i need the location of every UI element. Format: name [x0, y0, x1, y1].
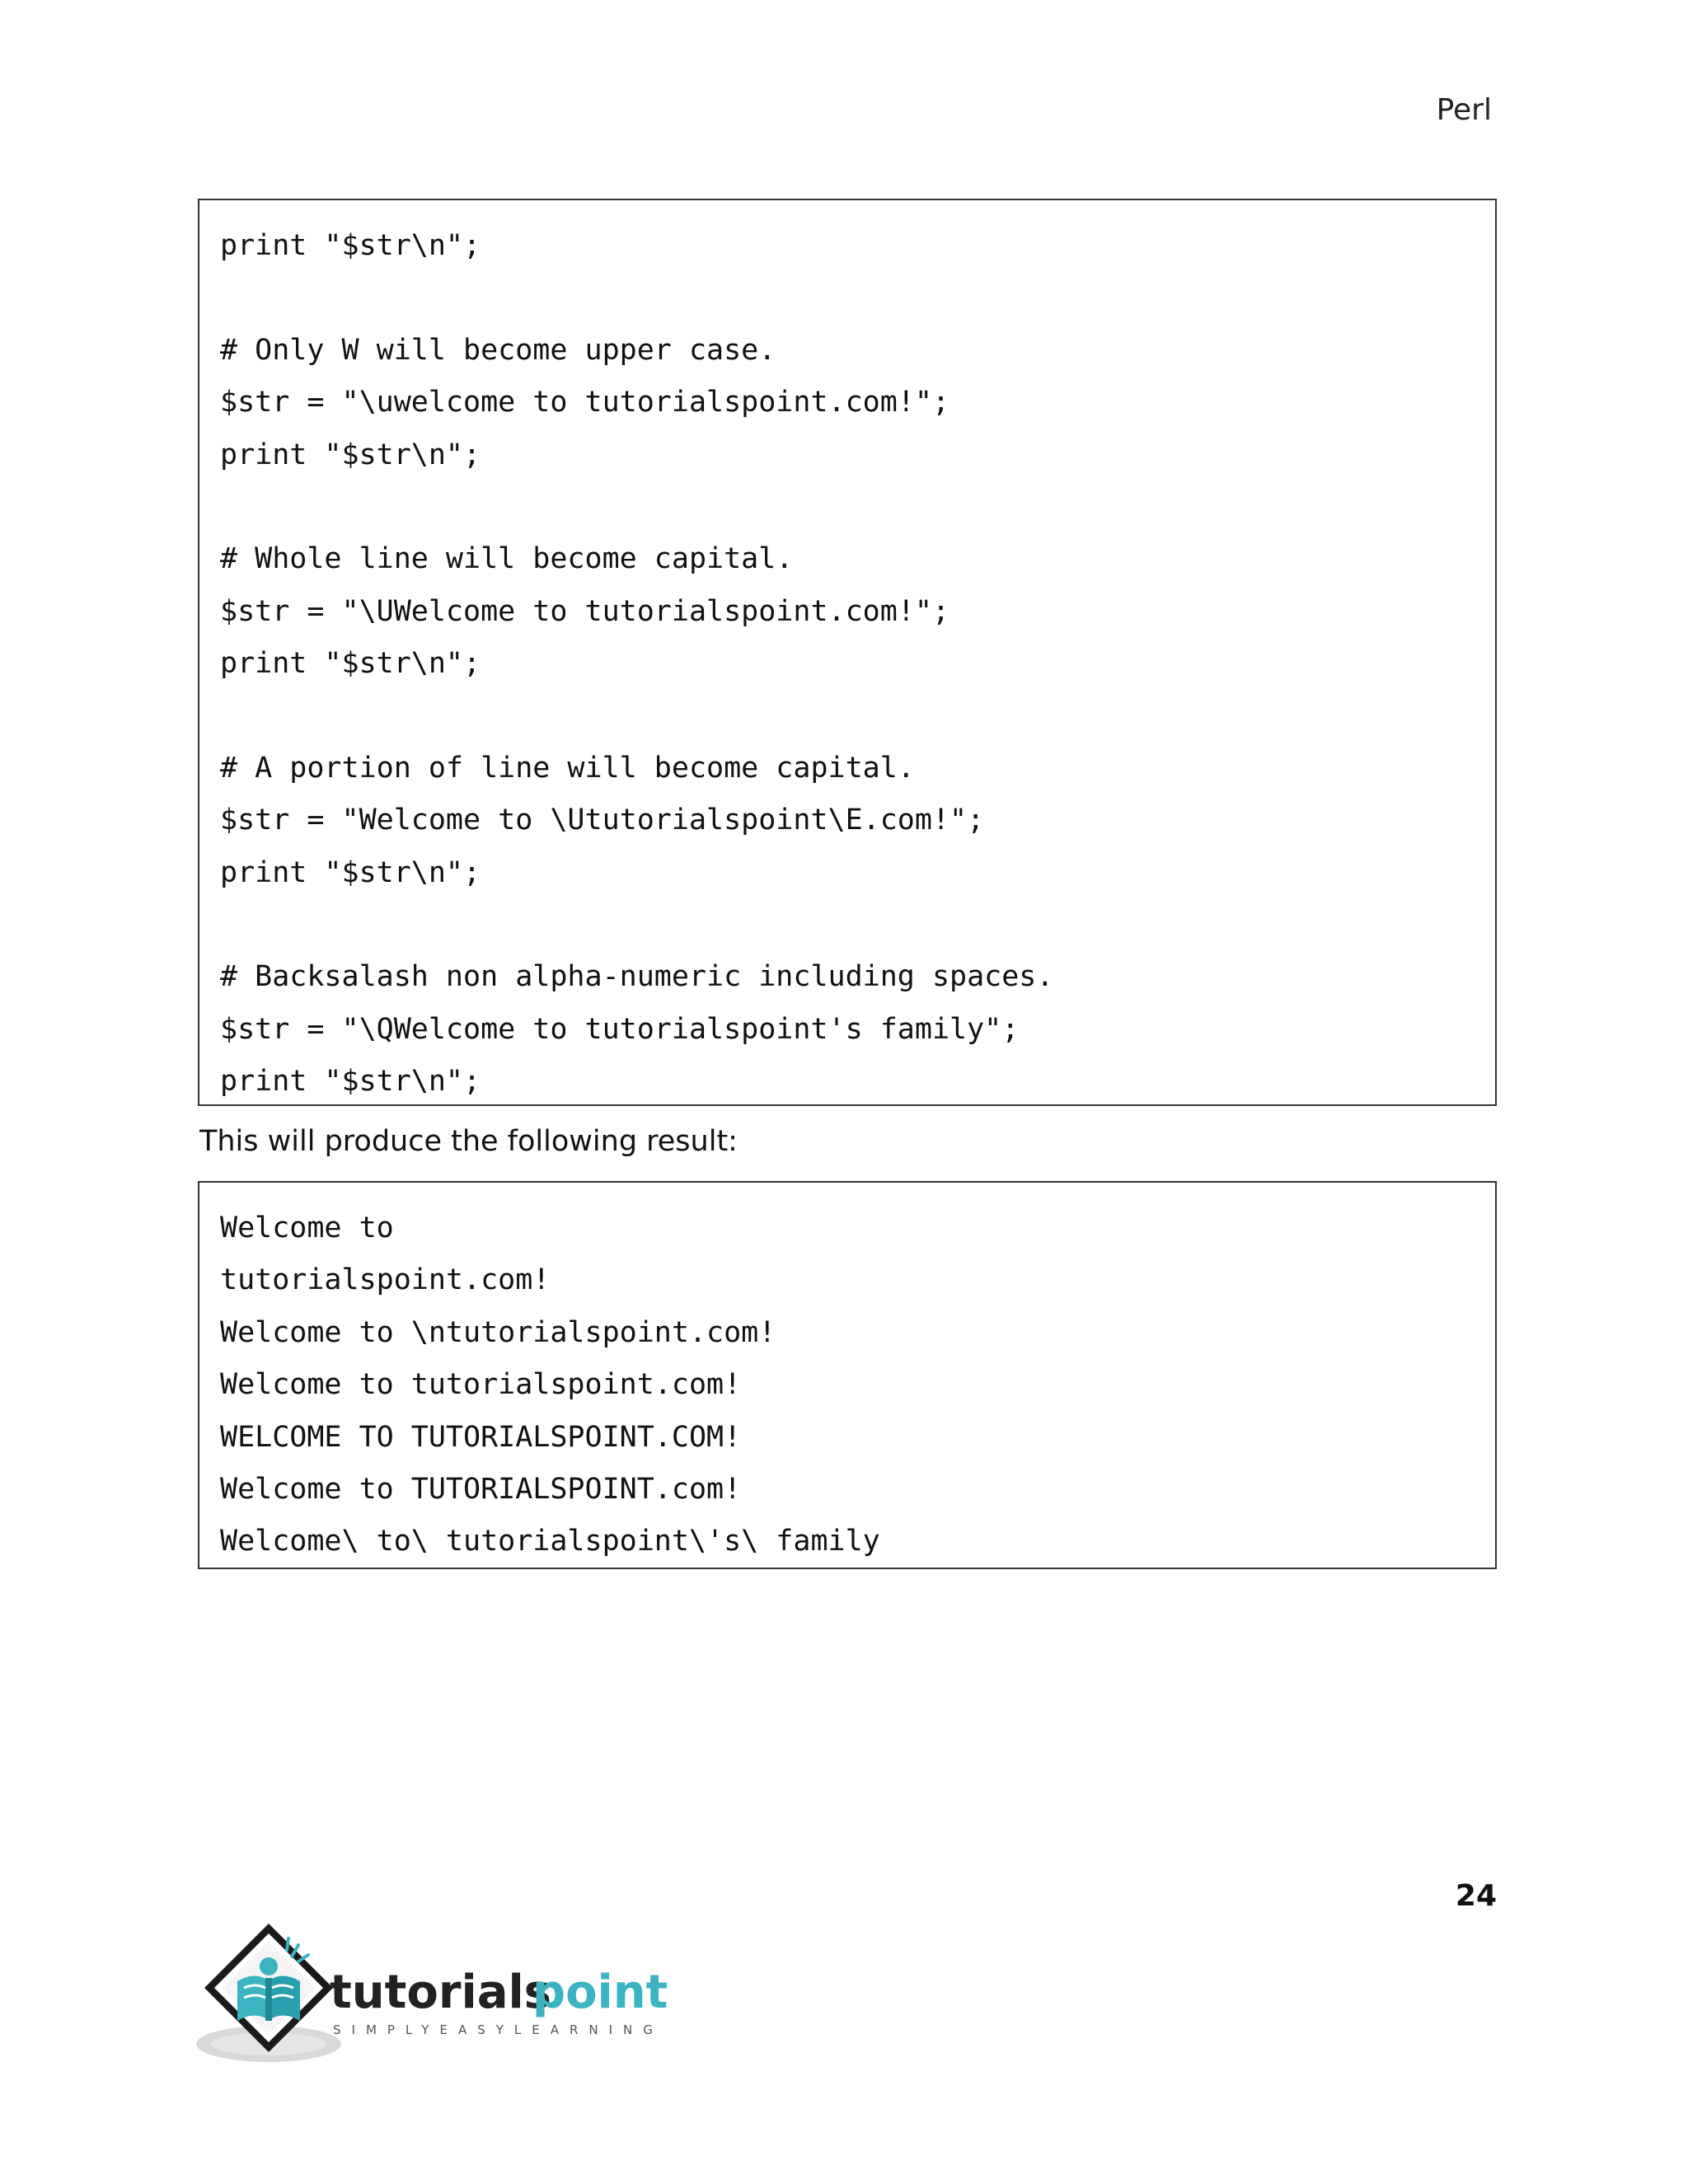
code-block-source	[198, 199, 1497, 1106]
output-line: tutorialspoint.com!	[220, 1263, 551, 1297]
code-line: $str = "\UWelcome to tutorialspoint.com!";	[220, 594, 950, 628]
tutorialspoint-logo	[195, 1920, 689, 2077]
code-block-output	[198, 1181, 1497, 1569]
logo-word-accent: point	[532, 1966, 668, 2019]
code-line: print "$str\n";	[220, 647, 481, 681]
logo-word-dark: tutorials	[330, 1966, 552, 2019]
output-line: Welcome\ to\ tutorialspoint\'s\ family	[220, 1525, 880, 1558]
output-line: Welcome to	[220, 1212, 394, 1244]
code-line: $str = "\QWelcome to tutorialspoint's family";	[220, 1012, 1020, 1046]
code-line: # Whole line will become capital.	[220, 542, 794, 576]
code-line-blank	[220, 481, 1495, 533]
output-line: Welcome to TUTORIALSPOINT.com!	[220, 1472, 742, 1506]
page-header-title: Perl	[1436, 93, 1492, 127]
code-line: # Only W will become upper case.	[220, 333, 776, 367]
code-line-blank	[220, 691, 1495, 743]
code-line: # A portion of line will become capital.	[220, 751, 915, 785]
code-line: print "$str\n";	[220, 855, 481, 889]
code-line: print "$str\n";	[220, 1065, 481, 1099]
code-line: # Backsalash non alpha-numeric including spaces.	[220, 960, 1054, 994]
code-line-blank	[220, 272, 1495, 324]
output-line: Welcome to \ntutorialspoint.com!	[220, 1315, 776, 1349]
output-line: Welcome to tutorialspoint.com!	[220, 1368, 742, 1402]
logo-tagline: SIMPLYEASYLEARNING	[333, 2022, 663, 2037]
code-line: print "$str\n";	[220, 438, 481, 471]
code-line: print "$str\n";	[220, 229, 481, 262]
output-line: WELCOME TO TUTORIALSPOINT.COM!	[220, 1420, 742, 1454]
result-intro-text: This will produce the following result:	[199, 1125, 738, 1158]
page-number: 24	[1455, 1879, 1497, 1913]
code-line: $str = "Welcome to \Ututorialspoint\E.com!";	[220, 804, 985, 837]
code-line-blank	[220, 899, 1495, 951]
code-line: $str = "\uwelcome to tutorialspoint.com!";	[220, 386, 950, 419]
